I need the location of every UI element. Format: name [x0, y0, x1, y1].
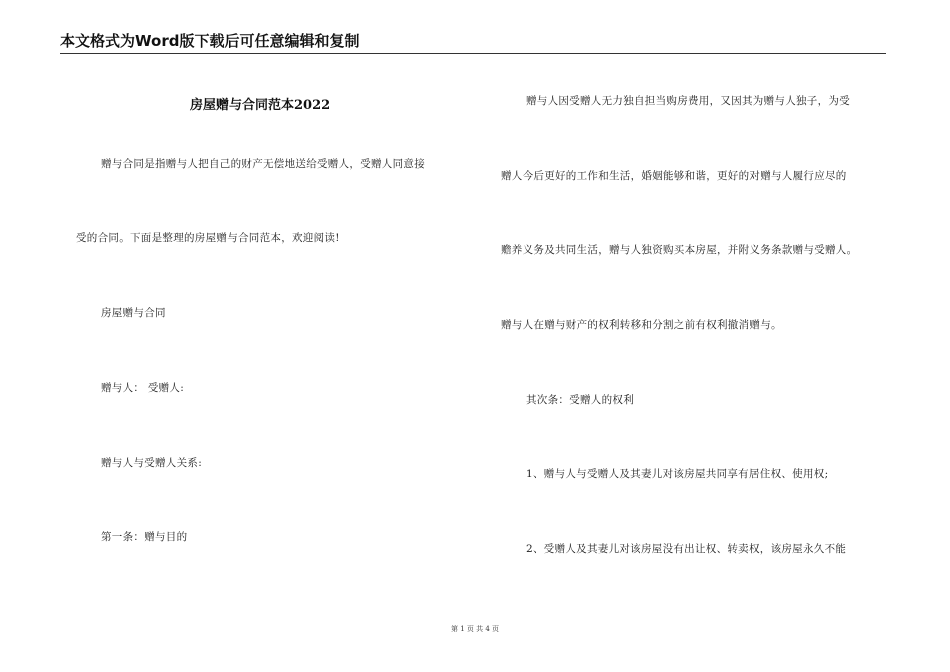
right-line-7: 2、受赠人及其妻儿对该房屋没有出让权、转卖权，该房屋永久不能	[526, 543, 847, 555]
left-line-3: 房屋赠与合同	[101, 307, 166, 319]
right-line-5: 其次条：受赠人的权利	[526, 394, 634, 406]
left-line-1: 赠与合同是指赠与人把自己的财产无偿地送给受赠人，受赠人同意接	[101, 158, 425, 170]
document-header: 本文格式为Word版下载后可任意编辑和复制	[60, 32, 360, 50]
right-line-1: 赠与人因受赠人无力独自担当购房费用，又因其为赠与人独子，为受	[526, 95, 850, 107]
left-line-4: 赠与人： 受赠人:	[101, 382, 185, 394]
right-line-2: 赠人今后更好的工作和生活，婚姻能够和谐，更好的对赠与人履行应尽的	[501, 170, 847, 182]
left-line-2: 受的合同。下面是整理的房屋赠与合同范本，欢迎阅读!	[76, 232, 340, 244]
right-line-3: 赡养义务及共同生活，赠与人独资购买本房屋，并附义务条款赠与受赠人。	[501, 244, 858, 256]
right-line-4: 赠与人在赠与财产的权利转移和分割之前有权利撤消赠与。	[501, 319, 782, 331]
left-line-6: 第一条：赠与目的	[101, 531, 188, 543]
left-line-5: 赠与人与受赠人关系:	[101, 457, 203, 469]
document-title: 房屋赠与合同范本2022	[190, 98, 331, 113]
page-number: 第 1 页 共 4 页	[450, 625, 500, 633]
header-divider	[60, 53, 886, 54]
right-line-6: 1、赠与人与受赠人及其妻儿对该房屋共同享有居住权、使用权;	[526, 468, 829, 480]
